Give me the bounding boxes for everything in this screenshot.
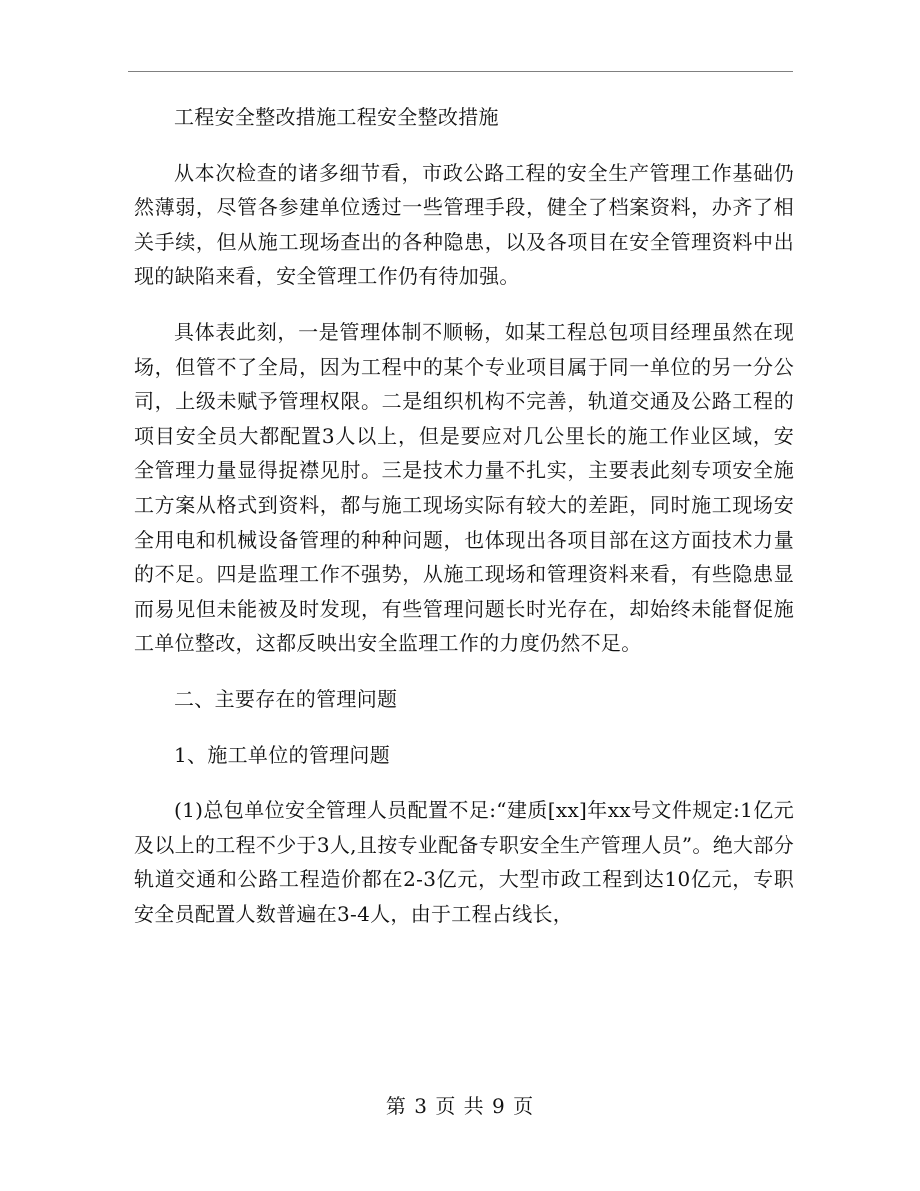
paragraph-1: 从本次检查的诸多细节看，市政公路工程的安全生产管理工作基础仍然薄弱，尽管各参建单位透过一些管理手段，健全了档案资料，办齐了相关手续，但从施工现场查出的各种隐患，以及各项目在安全管理资料中出现的缺陷来看，安全管理工作仍有待加强。 xyxy=(134,160,794,289)
subsection-heading: 1、施工单位的管理问题 xyxy=(174,742,391,767)
document-body xyxy=(134,100,794,931)
item-paragraph: (1)总包单位安全管理人员配置不足:“建质[xx]年xx号文件规定:1亿元及以上的工程不少于3人,且按专业配备专职安全生产管理人员”。绝大部分轨道交通和公路工程造价都在2-3亿元，大型市政工程到达10亿元，专职安全员配置人数普遍在3-4人，由于工程占线长， xyxy=(134,798,794,926)
page-number: 第 3 页 共 9 页 xyxy=(385,1094,535,1118)
paragraph-2: 具体表此刻，一是管理体制不顺畅，如某工程总包项目经理虽然在现场，但管不了全局，因为工程中的某个专业项目属于同一单位的另一分公司，上级未赋予管理权限。二是组织机构不完善，轨道交通及公路工程的项目安全员大都配置3人以上，但是要应对几公里长的施工作业区域，安全管理力量显得捉襟见肘。三是技术力量不扎实，主要表此刻专项安全施工方案从格式到资料，都与施工现场实际有较大的差距，同时施工现场安全用电和机械设备管理的种种问题，也体现出各项目部在这方面技术力量的不足。四是监理工作不强势，从施工现场和管理资料来看，有些隐患显而易见但未能被及时发现，有些管理问题长时光存在，却始终未能督促施工单位整改，这都反映出安全监理工作的力度仍然不足。 xyxy=(134,319,794,656)
header-divider xyxy=(128,71,793,72)
document-title: 工程安全整改措施工程安全整改措施 xyxy=(174,105,499,129)
section-heading: 二、主要存在的管理问题 xyxy=(174,686,398,711)
